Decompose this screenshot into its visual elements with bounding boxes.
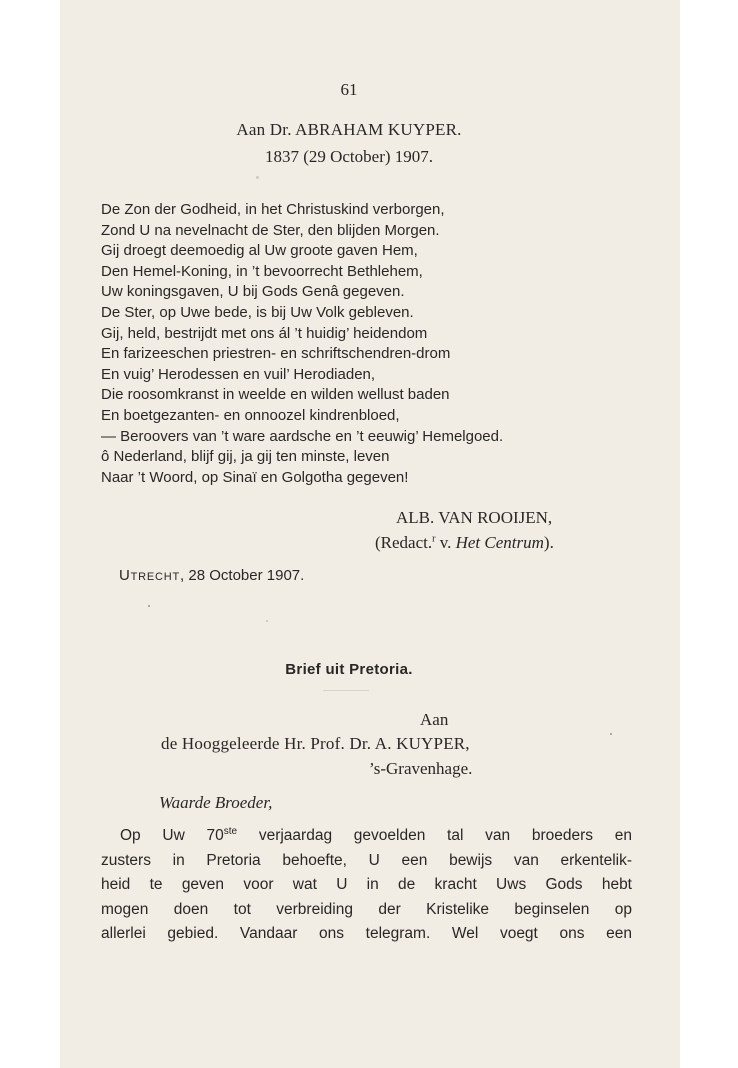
poem-title: Aan Dr. ABRAHAM KUYPER.	[236, 120, 462, 139]
signature-role-sup: r	[432, 533, 436, 545]
poem-line: — Beroovers van ’t ware aardsche en ’t eeuwig’ Hemelgoed.	[101, 427, 504, 445]
dateline-city: Utrecht	[119, 567, 181, 584]
signature-role	[375, 533, 554, 553]
letter-paragraph	[101, 824, 632, 947]
dateline-date: , 28 October 1907.	[180, 567, 305, 584]
paper-speck	[148, 605, 150, 607]
signature-role-suffix: ).	[543, 533, 554, 552]
poem-line: De Zon der Godheid, in het Christuskind verborgen,	[101, 201, 445, 218]
signature-role-mid: v.	[435, 533, 456, 552]
paragraph-line: zusters in Pretoria behoefte, U een bewijs van erkentelik-	[101, 851, 632, 869]
paper-speck	[266, 620, 268, 622]
poem-line: En farizeeschen priestren- en schriftschendren-drom	[101, 345, 451, 363]
paragraph-line	[101, 824, 632, 849]
poem-line: En boetgezanten- en onnoozel kindrenbloed,	[101, 406, 400, 424]
paragraph-line-end: verjaardag gevoelden tal van broeders en	[237, 827, 633, 844]
signature-name: ALB. VAN ROOIJEN,	[396, 508, 553, 527]
paper-speck	[610, 733, 612, 735]
poem-line: Zond U na nevelnacht de Ster, den blijden Morgen.	[101, 221, 440, 239]
paragraph-line: heid te geven voor wat U in de kracht Uws Gods hebt	[101, 876, 632, 893]
poem-dates: 1837 (29 October) 1907.	[264, 147, 434, 166]
poem-line: Den Hemel-Koning, in ’t bevoorrecht Bethlehem,	[101, 262, 423, 280]
paragraph-line-start: Op Uw 70	[120, 827, 224, 844]
poem-dateline	[119, 567, 304, 584]
poem-line: En vuig’ Herodessen en vuil’ Herodiaden,	[101, 365, 376, 383]
poem-body	[101, 200, 503, 488]
poem-line: Die roosomkranst in weelde en wilden wellust baden	[101, 386, 450, 404]
book-page	[60, 0, 680, 1068]
paper-speck	[256, 176, 259, 179]
poem-line: Naar ’t Woord, op Sinaï en Golgotha gegeven!	[101, 468, 409, 486]
letter-salutation: Waarde Broeder,	[159, 793, 273, 812]
paragraph-line: mogen doen tot verbreiding der Kristelike beginselen op	[101, 900, 632, 918]
poem-line: Gij droegt deemoedig al Uw groote gaven Hem,	[101, 242, 418, 260]
address-city: ’s-Gravenhage.	[369, 759, 473, 778]
poem-line: Gij, held, bestrijdt met ons ál ’t huidig’ heidendom	[101, 324, 428, 342]
address-name: de Hooggeleerde Hr. Prof. Dr. A. KUYPER,	[161, 734, 470, 753]
letter-heading: Brief uit Pretoria.	[285, 661, 413, 678]
page-number: 61	[340, 80, 358, 99]
poem-line: De Ster, op Uwe bede, is bij Uw Volk gebleven.	[101, 303, 414, 321]
poem-line: Uw koningsgaven, U bij Gods Genâ gegeven.	[101, 283, 405, 301]
poem-line: ô Nederland, blijf gij, ja gij ten minste, leven	[101, 448, 390, 466]
address-to: Aan	[420, 710, 449, 729]
signature-role-prefix: (Redact.	[375, 533, 433, 552]
newspaper-name: Het Centrum	[455, 533, 544, 552]
paragraph-line: allerlei gebied. Vandaar ons telegram. Wel voegt ons een	[101, 925, 632, 942]
ordinal-suffix: ste	[223, 825, 238, 837]
section-divider	[323, 690, 369, 691]
